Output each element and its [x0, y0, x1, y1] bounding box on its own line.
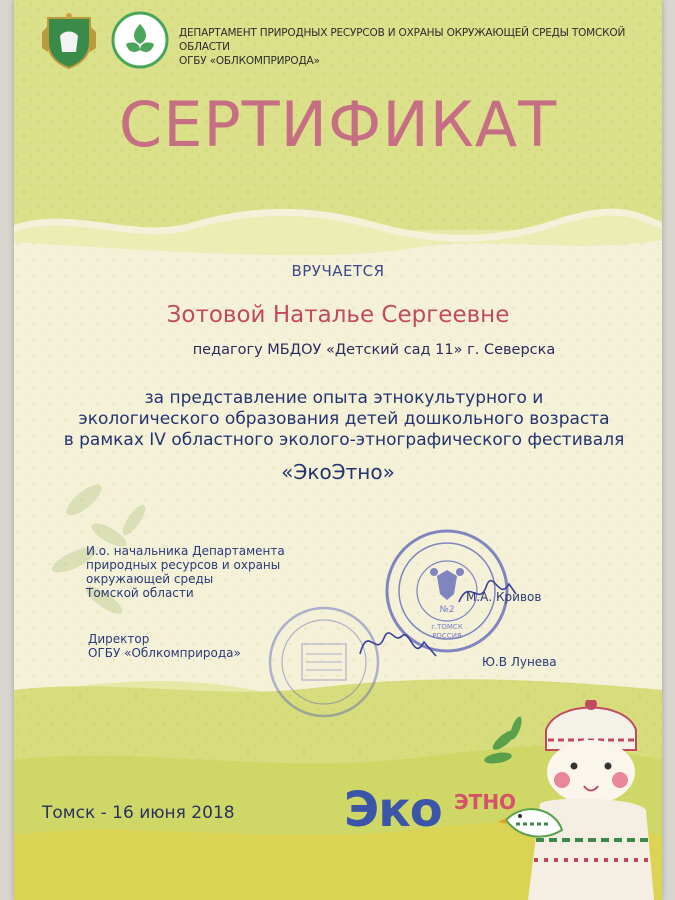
signature-2-scribble	[354, 614, 444, 670]
award-reason	[34, 388, 654, 451]
award-reason-line: в рамках IV областного эколого-этнографического фестиваля	[63, 430, 625, 450]
issuer-department: ДЕПАРТАМЕНТ ПРИРОДНЫХ РЕСУРСОВ И ОХРАНЫ ОКРУЖАЮЩЕЙ СРЕДЫ ТОМСКОЙ ОБЛАСТИ	[179, 27, 626, 53]
festival-logo-eko: Эко	[344, 782, 442, 838]
festival-logo-etno: ЭТНО	[454, 790, 517, 814]
issuer-organization: ОГБУ «ОБЛКОМПРИРОДА»	[179, 55, 320, 67]
signatory-1-title	[86, 544, 326, 600]
signatory-title-line: Директор	[88, 632, 150, 646]
recipient-name: Зотовой Наталье Сергеевне	[166, 302, 510, 328]
award-reason-line: за представление опыта этнокультурного и	[144, 388, 544, 408]
certificate-title: СЕРТИФИКАТ	[118, 88, 558, 161]
signatory-2-name: Ю.В Лунева	[482, 655, 557, 669]
certificate-sheet	[14, 0, 662, 900]
issuer-header	[179, 26, 649, 68]
tomsk-coat-of-arms-icon	[40, 12, 98, 70]
oblkompriroda-logo-icon	[110, 10, 170, 70]
signatory-title-line: И.о. начальника Департамента	[86, 544, 285, 558]
festival-name: «ЭкоЭтно»	[281, 460, 395, 484]
recipient-position: педагогу МБДОУ «Детский сад 11» г. Северска	[192, 342, 556, 358]
signatory-title-line: Томской области	[86, 586, 194, 600]
stamp-city: г.ТОМСК	[431, 623, 463, 631]
stamp-number: №2	[439, 605, 455, 615]
stamp-country: РОССИЯ	[432, 632, 462, 640]
award-reason-line: экологического образования детей дошкольного возраста	[78, 409, 610, 429]
signatory-title-line: ОГБУ «Облкомприрода»	[88, 646, 241, 660]
awarded-to-label: ВРУЧАЕТСЯ	[291, 262, 385, 280]
signatory-title-line: природных ресурсов и охраны	[86, 558, 281, 572]
signatory-2-title	[88, 632, 288, 660]
signatory-1-name: М.А. Кривов	[466, 590, 542, 604]
festival-mascot-illustration	[476, 700, 662, 900]
place-and-date: Томск - 16 июня 2018	[42, 803, 235, 823]
signatory-title-line: окружающей среды	[86, 572, 214, 586]
